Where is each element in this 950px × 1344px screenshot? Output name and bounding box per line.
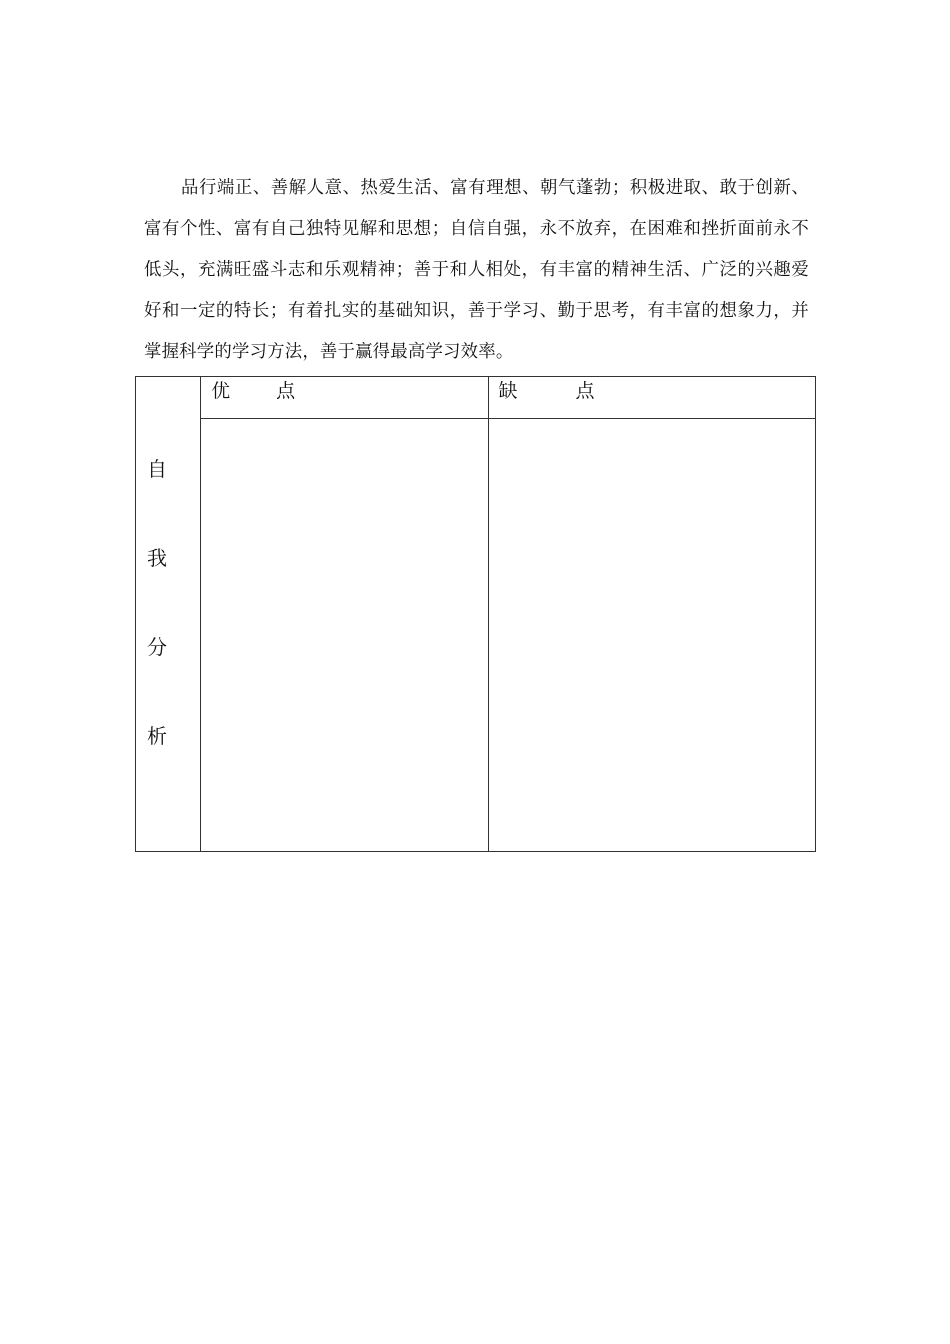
side-label-char-2: 我 [147,546,167,570]
weaknesses-header-char-2: 点 [575,380,595,402]
self-analysis-table [135,376,816,852]
side-label-char-1: 自 [147,457,167,481]
side-label-char-4: 析 [147,724,167,748]
self-analysis-label-cell [136,377,201,852]
strengths-content-cell[interactable] [201,419,488,852]
side-label-char-3: 分 [147,635,167,659]
strengths-header-char-1: 优 [211,380,231,402]
intro-paragraph: 品行端正、善解人意、热爱生活、富有理想、朝气蓬勃；积极进取、敢于创新、富有个性、富有自己独特见解和思想；自信自强，永不放弃，在困难和挫折面前永不低头，充满旺盛斗志和乐观精神；善于和人相处，有丰富的精神生活、广泛的兴趣爱好和一定的特长；有着扎实的基础知识，善于学习、勤于思考，有丰富的想象力，并掌握科学的学习方法，善于赢得最高学习效率。 [144,178,809,362]
weaknesses-content-cell[interactable] [488,419,815,852]
strengths-header [201,377,488,419]
weaknesses-header-char-1: 缺 [498,380,518,402]
weaknesses-header [488,377,815,419]
strengths-header-char-2: 点 [276,380,296,402]
